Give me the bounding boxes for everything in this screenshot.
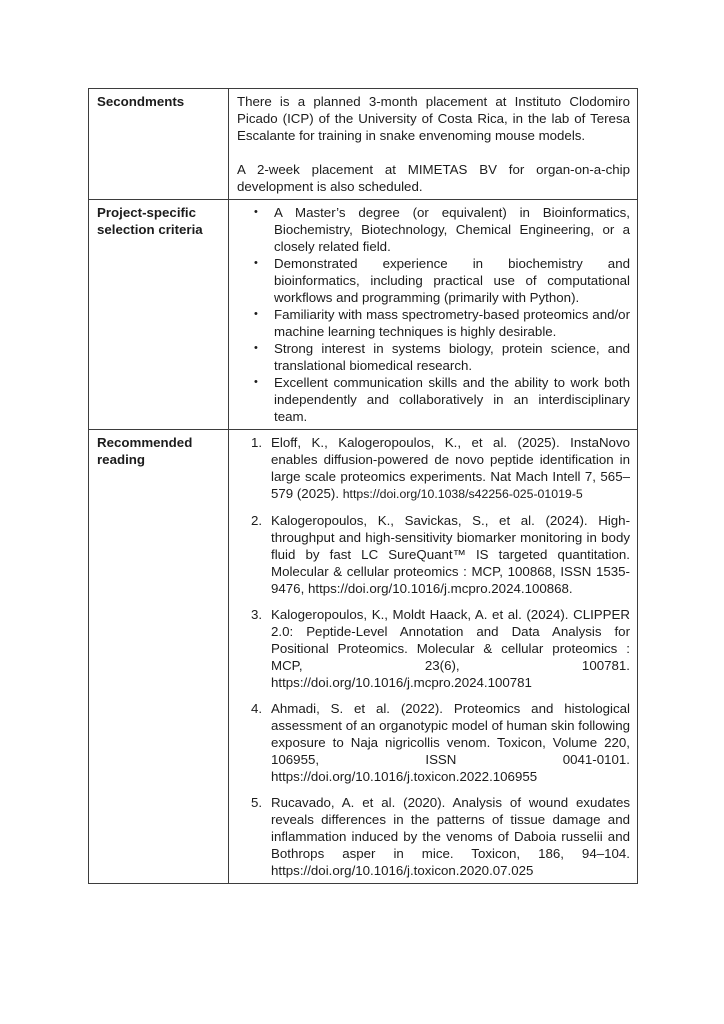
reference-link[interactable]: https://doi.org/10.1016/j.toxicon.2022.106955 — [271, 769, 538, 784]
reference-item — [237, 794, 630, 879]
table-row-secondments — [89, 89, 638, 200]
reference-number: 4. — [251, 701, 263, 716]
bullet-text: A Master’s degree (or equivalent) in Bioinformatics, Biochemistry, Biotechnology, Chemical Engineering, or a closely related field. — [274, 205, 630, 254]
reference-link[interactable]: https://doi.org/10.1016/j.mcpro.2024.100868. — [307, 581, 573, 596]
list-item — [237, 204, 630, 255]
reference-number: 1. — [251, 435, 263, 450]
reference-number: 5. — [251, 795, 263, 810]
list-item — [237, 340, 630, 374]
reference-item — [237, 700, 630, 785]
row-header-cell — [89, 89, 229, 200]
project-details-table — [88, 88, 638, 884]
reference-link[interactable]: https://doi.org/10.1016/j.toxicon.2020.07.025 — [271, 863, 534, 878]
table-row-recommended-reading — [89, 430, 638, 884]
bullet-text: Demonstrated experience in biochemistry and bioinformatics, including practical use of computational workflows and programming (primarily with Python). — [274, 256, 630, 305]
reference-body — [271, 606, 630, 691]
reference-item — [237, 512, 630, 597]
reference-item — [237, 606, 630, 691]
reference-body — [271, 512, 630, 597]
reference-text: Kalogeropoulos, K., Savickas, S., et al. (2024). High-throughput and high-sensitivity biomarker monitoring in body fluid by fast LC SureQuant™ IS targeted quantitation. Molecular & cellular proteomics : MCP, 100868, ISSN 1535-9476, — [271, 513, 630, 596]
row-label-selection-criteria: Project-specific selection criteria — [97, 205, 203, 237]
reference-text: Kalogeropoulos, K., Moldt Haack, A. et al. (2024). CLIPPER 2.0: Peptide-Level Annotation and Data Analysis for Positional Proteomics. Molecular & cellular proteomics : MCP, 23(6), 100781. — [271, 607, 630, 673]
row-content-cell — [229, 89, 638, 200]
bullet-text: Excellent communication skills and the ability to work both independently and collaboratively in an interdisciplinary team. — [274, 375, 630, 424]
list-item — [237, 306, 630, 340]
bullet-icon: • — [254, 308, 258, 320]
row-label-recommended-reading: Recommended reading — [97, 435, 193, 467]
bullet-text: Familiarity with mass spectrometry-based proteomics and/or machine learning techniques is highly desirable. — [274, 307, 630, 339]
reference-number: 2. — [251, 513, 263, 528]
bullet-icon: • — [254, 206, 258, 218]
bullet-text: Strong interest in systems biology, protein science, and translational biomedical research. — [274, 341, 630, 373]
row-content-cell — [229, 200, 638, 430]
reference-item — [237, 434, 630, 503]
row-header-cell — [89, 200, 229, 430]
reference-body — [271, 434, 630, 503]
row-label-secondments: Secondments — [97, 94, 185, 109]
bullet-icon: • — [254, 376, 258, 388]
table-row-selection-criteria — [89, 200, 638, 430]
row-header-cell — [89, 430, 229, 884]
reference-link[interactable]: https://doi.org/10.1016/j.mcpro.2024.100781 — [271, 675, 532, 690]
reference-link[interactable]: https://doi.org/10.1038/s42256-025-01019-5 — [342, 487, 583, 501]
bullet-icon: • — [254, 342, 258, 354]
list-item — [237, 374, 630, 425]
reference-text: Rucavado, A. et al. (2020). Analysis of wound exudates reveals differences in the patterns of tissue damage and inflammation induced by the venoms of Daboia russelii and Bothrops asper in mice. Toxicon, 186, 94–104. — [271, 795, 630, 861]
reference-text: Eloff, K., Kalogeropoulos, K., et al. (2025). InstaNovo enables diffusion-powered de novo peptide identification in large scale proteomics experiments. Nat Mach Intell 7, 565–579 (2025). — [271, 435, 630, 501]
bullet-icon: • — [254, 257, 258, 269]
reference-body — [271, 700, 630, 785]
reference-text: Ahmadi, S. et al. (2022). Proteomics and histological assessment of an organotypic model of human skin following exposure to Naja nigricollis venom. Toxicon, Volume 220, 106955, ISSN 0041-0101. — [271, 701, 630, 767]
reference-number: 3. — [251, 607, 263, 622]
secondments-paragraph-1: There is a planned 3-month placement at Instituto Clodomiro Picado (ICP) of the University of Costa Rica, in the lab of Teresa Escalante for training in snake envenoming mouse models. — [237, 94, 630, 143]
list-item — [237, 255, 630, 306]
reference-body — [271, 794, 630, 879]
row-content-cell — [229, 430, 638, 884]
secondments-paragraph-2: A 2-week placement at MIMETAS BV for organ-on-a-chip development is also scheduled. — [237, 162, 630, 194]
